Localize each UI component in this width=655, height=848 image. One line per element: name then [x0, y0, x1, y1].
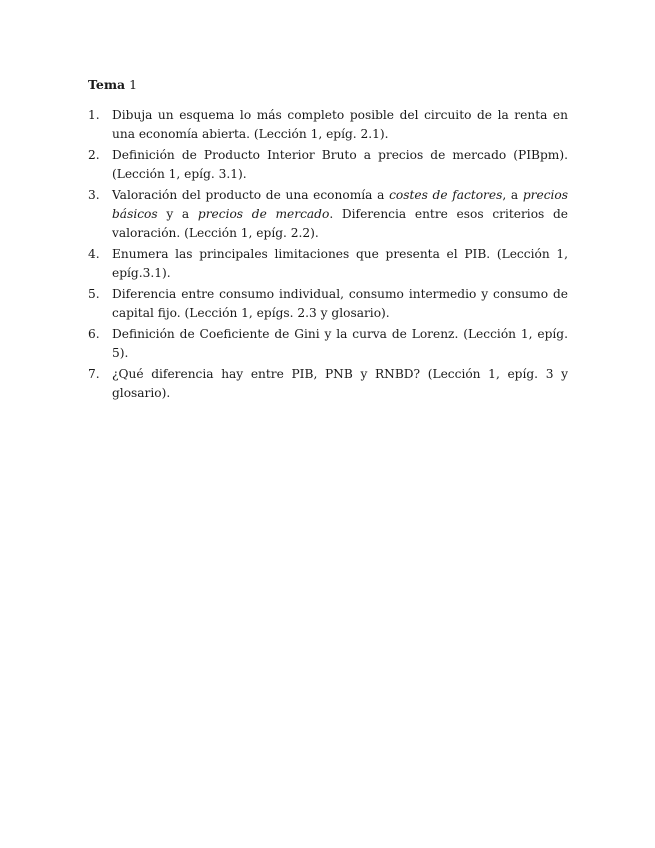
heading-label: Tema — [88, 77, 126, 92]
item-number: 3. — [88, 188, 100, 202]
section-heading — [88, 76, 568, 94]
item-emphasis: precios de mercado — [197, 207, 330, 221]
item-number: 4. — [88, 247, 100, 261]
item-text: y a — [157, 207, 198, 221]
item-number: 6. — [88, 327, 100, 341]
item-text: , a — [502, 188, 523, 202]
question-list — [88, 106, 568, 403]
list-item — [88, 325, 568, 363]
list-item — [88, 186, 568, 243]
item-text: Definición de Producto Interior Bruto a precios de mercado (PIBpm). (Lección 1, epíg. 3.1). — [112, 148, 568, 181]
item-text: Enumera las principales limitaciones que presenta el PIB. (Lección 1, epíg.3.1). — [112, 247, 568, 280]
item-number: 2. — [88, 148, 100, 162]
item-number: 1. — [88, 108, 100, 122]
heading-number: 1 — [129, 77, 138, 92]
item-text: ¿Qué diferencia hay entre PIB, PNB y RNBD? (Lección 1, epíg. 3 y glosario). — [112, 367, 568, 400]
item-text: Valoración del producto de una economía a — [112, 188, 390, 202]
list-item — [88, 146, 568, 184]
item-text: . Diferencia entre esos criterios de valoración. (Lección 1, epíg. 2.2). — [112, 207, 569, 240]
list-item — [88, 365, 568, 403]
item-number: 5. — [88, 287, 100, 301]
item-number: 7. — [88, 367, 100, 381]
document-page — [88, 76, 568, 405]
list-item — [88, 245, 568, 283]
item-text: Definición de Coeficiente de Gini y la curva de Lorenz. (Lección 1, epíg. 5). — [112, 327, 568, 360]
list-item — [88, 106, 568, 144]
item-text: Diferencia entre consumo individual, consumo intermedio y consumo de capital fijo. (Lección 1, epígs. 2.3 y glosario). — [112, 287, 568, 320]
list-item — [88, 285, 568, 323]
item-emphasis: precios básicos — [112, 188, 569, 221]
item-emphasis: costes de factores — [389, 188, 503, 202]
item-text: Dibuja un esquema lo más completo posible del circuito de la renta en una economía abierta. (Lección 1, epíg. 2.1). — [112, 108, 568, 141]
